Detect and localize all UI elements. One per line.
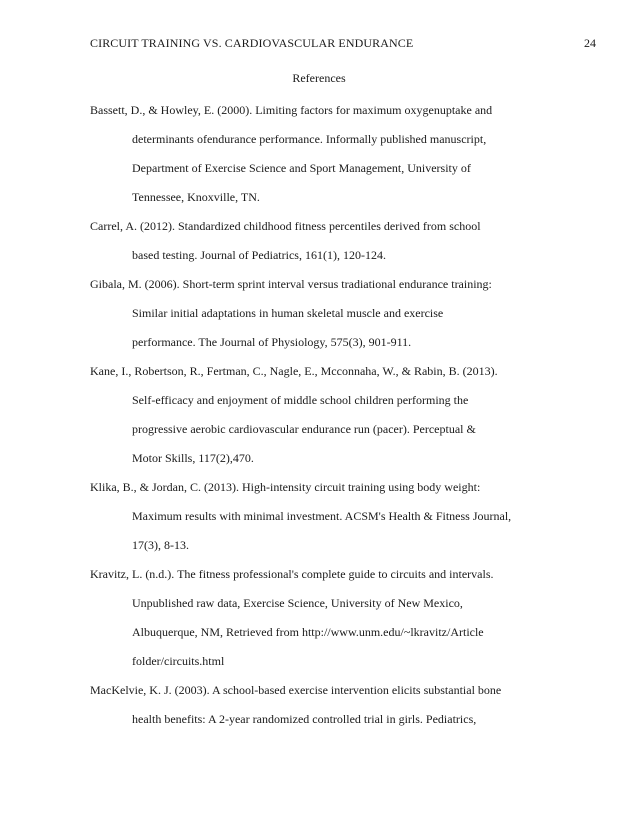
reference-line: Bassett, D., & Howley, E. (2000). Limiting factors for maximum oxygenuptake and — [90, 103, 493, 117]
reference-line: Carrel, A. (2012). Standardized childhood fitness percentiles derived from school — [90, 219, 481, 233]
reference-line: health benefits: A 2-year randomized controlled trial in girls. Pediatrics, — [132, 712, 477, 726]
reference-line: Maximum results with minimal investment. ACSM's Health & Fitness Journal, — [132, 509, 512, 523]
reference-line: Kravitz, L. (n.d.). The fitness professional's complete guide to circuits and intervals. — [90, 567, 494, 581]
reference-line: progressive aerobic cardiovascular endurance run (pacer). Perceptual & — [132, 422, 476, 436]
reference-line: Self-efficacy and enjoyment of middle school children performing the — [132, 393, 469, 407]
reference-line: Klika, B., & Jordan, C. (2013). High-intensity circuit training using body weight: — [90, 480, 481, 494]
section-title: References — [292, 71, 346, 85]
page-number: 24 — [584, 36, 596, 50]
running-head: CIRCUIT TRAINING VS. CARDIOVASCULAR ENDURANCE — [90, 36, 414, 50]
reference-line: Motor Skills, 117(2),470. — [132, 451, 254, 465]
reference-line: determinants ofendurance performance. Informally published manuscript, — [132, 132, 487, 146]
reference-line: MacKelvie, K. J. (2003). A school-based exercise intervention elicits substantial bone — [90, 683, 502, 697]
reference-line: Department of Exercise Science and Sport Management, University of — [132, 161, 471, 175]
reference-line: Unpublished raw data, Exercise Science, University of New Mexico, — [132, 596, 463, 610]
reference-line: Kane, I., Robertson, R., Fertman, C., Nagle, E., Mcconnaha, W., & Rabin, B. (2013). — [90, 364, 498, 378]
reference-line: folder/circuits.html — [132, 654, 225, 668]
reference-line: Gibala, M. (2006). Short-term sprint interval versus tradiational endurance training: — [90, 277, 492, 291]
reference-line: 17(3), 8-13. — [132, 538, 189, 552]
reference-line: Similar initial adaptations in human skeletal muscle and exercise — [132, 306, 444, 320]
reference-line: performance. The Journal of Physiology, 575(3), 901-911. — [132, 335, 412, 349]
reference-line: based testing. Journal of Pediatrics, 161(1), 120-124. — [132, 248, 386, 262]
reference-line: Tennessee, Knoxville, TN. — [132, 190, 260, 204]
reference-line: Albuquerque, NM, Retrieved from http://www.unm.edu/~lkravitz/Article — [132, 625, 484, 639]
